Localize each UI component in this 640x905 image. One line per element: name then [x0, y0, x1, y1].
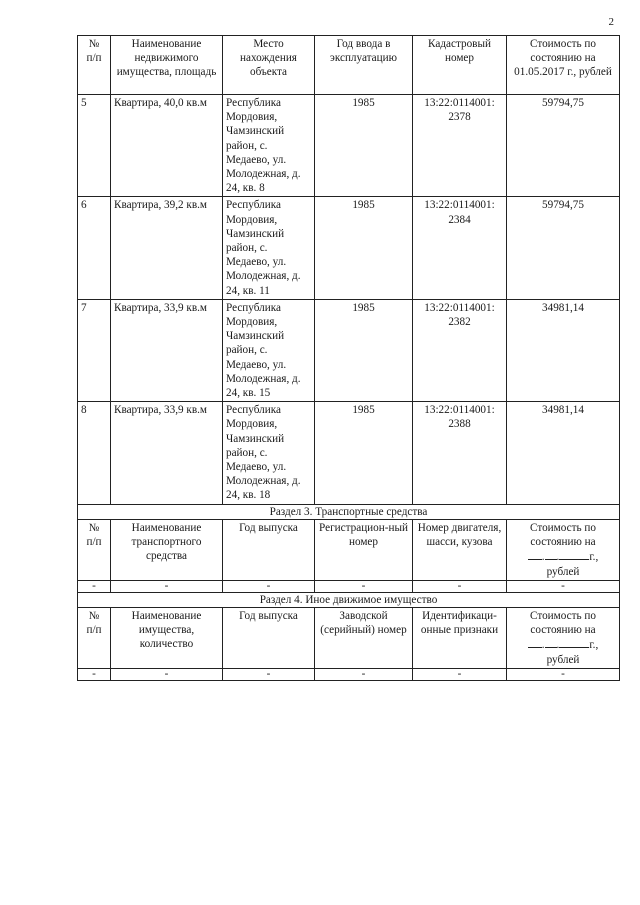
section3-header-row [78, 519, 620, 580]
date-blank-month [545, 637, 557, 648]
row-location: Республика Мордовия, Чамзинский район, с. Медаево, ул. Молодежная, д. 24, кв. 8 [223, 95, 315, 197]
row-name: Квартира, 33,9 кв.м [111, 402, 223, 504]
row-cadastral: 13:22:0114001: 2384 [413, 197, 507, 299]
table-row [78, 299, 620, 401]
cost-prefix: Стоимость по состоянию на [530, 609, 596, 637]
header-num: № п/п [78, 36, 111, 95]
row-cost: 59794,75 [507, 197, 620, 299]
row-cadastral: 13:22:0114001: 2388 [413, 402, 507, 504]
header-cost: Стоимость по состоянию на . . г., рублей [507, 519, 620, 580]
table-row [78, 668, 620, 680]
header-cost: Стоимость по состоянию на . . г., рублей [507, 607, 620, 668]
row-cadastral: 13:22:0114001: 2378 [413, 95, 507, 197]
row-cost: 34981,14 [507, 299, 620, 401]
row-num: 6 [78, 197, 111, 299]
header-year: Год ввода в эксплуатацию [315, 36, 413, 95]
row-location: Республика Мордовия, Чамзинский район, с. Медаево, ул. Молодежная, д. 24, кв. 15 [223, 299, 315, 401]
header-year: Год выпуска [223, 519, 315, 580]
table-row [78, 402, 620, 504]
row-year: 1985 [315, 299, 413, 401]
cost-unit: рублей [546, 565, 580, 578]
header-cost: Стоимость по состоянию на 01.05.2017 г., рублей [507, 36, 620, 95]
section4-title: Раздел 4. Иное движимое имущество [78, 592, 620, 607]
row-cost: 34981,14 [507, 402, 620, 504]
section3-title: Раздел 3. Транспортные средства [78, 504, 620, 519]
dash-cell: - [413, 580, 507, 592]
header-cadastral: Кадастровый номер [413, 36, 507, 95]
cost-suffix: г., [589, 551, 599, 564]
header-vehicle-name: Наименование транспортного средства [111, 519, 223, 580]
row-name: Квартира, 39,2 кв.м [111, 197, 223, 299]
header-identification: Идентификаци-онные признаки [413, 607, 507, 668]
row-year: 1985 [315, 95, 413, 197]
row-cadastral: 13:22:0114001: 2382 [413, 299, 507, 401]
row-cost: 59794,75 [507, 95, 620, 197]
date-blank-month [545, 549, 557, 560]
header-year: Год выпуска [223, 607, 315, 668]
dash-cell: - [111, 580, 223, 592]
header-num: № п/п [78, 607, 111, 668]
date-blank-year [559, 637, 589, 648]
table-row [78, 580, 620, 592]
row-num: 7 [78, 299, 111, 401]
dash-cell: - [315, 668, 413, 680]
header-name: Наименование недвижимого имущества, площадь [111, 36, 223, 95]
dash-cell: - [223, 580, 315, 592]
section2-header-row [78, 36, 620, 95]
dash-cell: - [507, 668, 620, 680]
row-year: 1985 [315, 197, 413, 299]
cost-suffix: г., [589, 639, 599, 652]
header-property-name: Наименование имущества, количество [111, 607, 223, 668]
property-table [77, 35, 620, 681]
date-blank-day [528, 549, 542, 560]
cost-unit: рублей [546, 653, 580, 666]
row-location: Республика Мордовия, Чамзинский район, с. Медаево, ул. Молодежная, д. 24, кв. 11 [223, 197, 315, 299]
row-location: Республика Мордовия, Чамзинский район, с. Медаево, ул. Молодежная, д. 24, кв. 18 [223, 402, 315, 504]
section4-header-row [78, 607, 620, 668]
dash-cell: - [111, 668, 223, 680]
header-serial-number: Заводской (серийный) номер [315, 607, 413, 668]
date-blank-day [528, 637, 542, 648]
dash-cell: - [507, 580, 620, 592]
page-number: 2 [608, 16, 614, 28]
header-reg-number: Регистрацион-ный номер [315, 519, 413, 580]
table-row [78, 197, 620, 299]
dash-cell: - [413, 668, 507, 680]
row-num: 5 [78, 95, 111, 197]
row-num: 8 [78, 402, 111, 504]
dash-cell: - [223, 668, 315, 680]
section3-title-row [78, 504, 620, 519]
dash-cell: - [78, 668, 111, 680]
dash-cell: - [315, 580, 413, 592]
dash-cell: - [78, 580, 111, 592]
table-row [78, 95, 620, 197]
section4-title-row [78, 592, 620, 607]
date-blank-year [559, 549, 589, 560]
header-num: № п/п [78, 519, 111, 580]
header-engine-number: Номер двигателя, шасси, кузова [413, 519, 507, 580]
row-name: Квартира, 40,0 кв.м [111, 95, 223, 197]
row-name: Квартира, 33,9 кв.м [111, 299, 223, 401]
row-year: 1985 [315, 402, 413, 504]
header-location: Место нахождения объекта [223, 36, 315, 95]
cost-prefix: Стоимость по состоянию на [530, 521, 596, 549]
